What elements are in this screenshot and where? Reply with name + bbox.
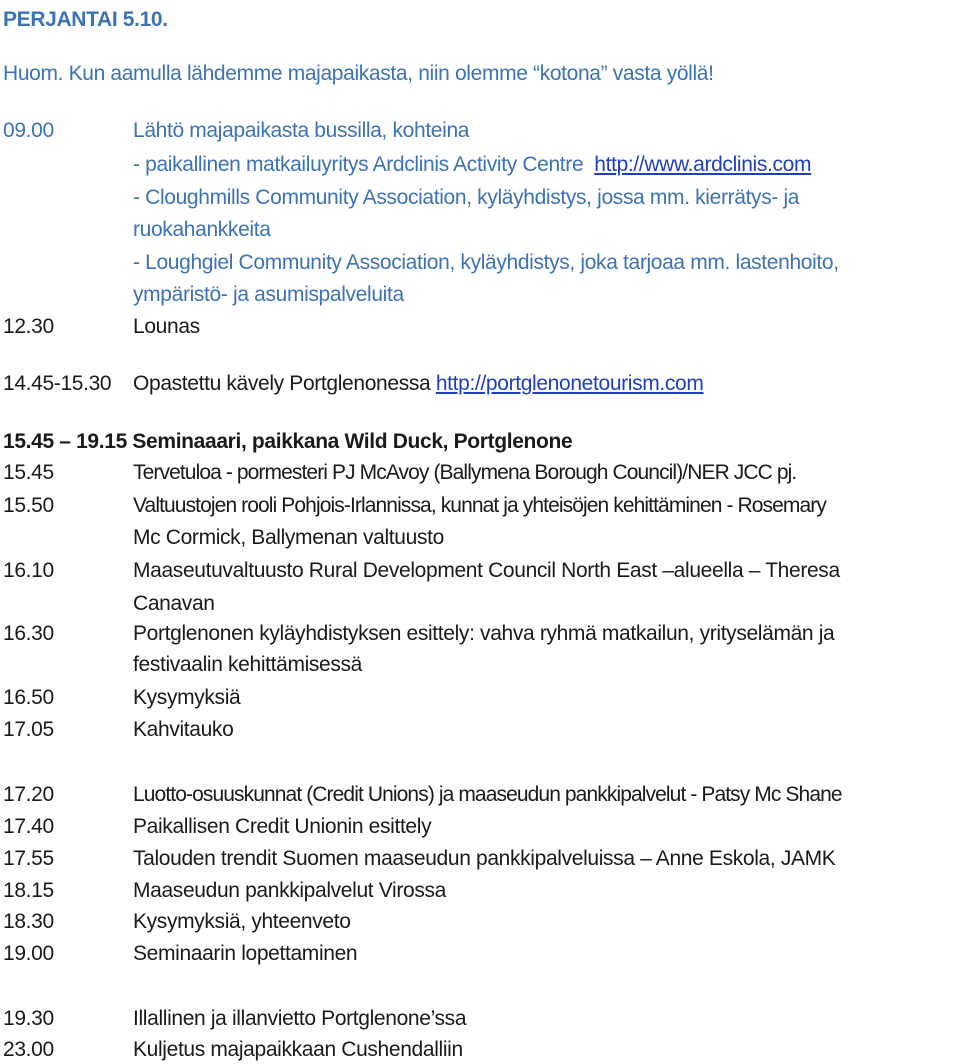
seminar-time: 17.05 <box>3 718 54 741</box>
time-0900: 09.00 <box>3 119 54 142</box>
seminar-item-cont: Mc Cormick, Ballymenan valtuusto <box>133 526 444 549</box>
destination-item-cloughmills-cont: ruokahankkeita <box>133 218 271 241</box>
destination-item-text: - paikallinen matkailuyritys Ardclinis Activity Centre <box>133 153 584 176</box>
seminar-item: Paikallisen Credit Unionin esittely <box>133 815 432 838</box>
departure-intro: Lähtö majapaikasta bussilla, kohteina <box>133 119 470 142</box>
seminar-item: Portglenonen kyläyhdistyksen esittely: vahva ryhmä matkailun, yrityselämän ja <box>133 622 835 645</box>
evening-time: 23.00 <box>3 1038 54 1061</box>
guided-walk-text: Opastettu kävely Portglenonessa <box>133 372 431 395</box>
seminar-item: Luotto-osuuskunnat (Credit Unions) ja maaseudun pankkipalvelut - Patsy Mc Shane <box>133 783 842 806</box>
seminar-time: 17.20 <box>3 783 54 806</box>
seminar-time: 15.45 <box>3 461 54 484</box>
evening-item: Illallinen ja illanvietto Portglenone’ssa <box>133 1007 467 1030</box>
travel-note: Huom. Kun aamulla lähdemme majapaikasta, niin olemme “kotona” vasta yöllä! <box>3 62 714 85</box>
seminar-time: 17.55 <box>3 847 54 870</box>
evening-time: 19.30 <box>3 1007 54 1030</box>
portglenone-tourism-link[interactable]: http://portglenonetourism.com <box>435 372 704 395</box>
seminar-time: 18.15 <box>3 879 54 902</box>
seminar-time: 19.00 <box>3 942 54 965</box>
seminar-item: Seminaarin lopettaminen <box>133 942 358 965</box>
seminar-time: 17.40 <box>3 815 54 838</box>
seminar-item: Kysymyksiä <box>133 686 241 709</box>
seminar-item: Maaseutuvaltuusto Rural Development Council North East –alueella – Theresa <box>133 559 840 582</box>
seminar-time: 15.50 <box>3 494 54 517</box>
seminar-time: 16.10 <box>3 559 54 582</box>
seminar-item: Maaseudun pankkipalvelut Virossa <box>133 879 446 902</box>
seminar-time: 18.30 <box>3 910 54 933</box>
guided-walk <box>133 370 704 398</box>
time-walk: 14.45-15.30 <box>3 372 112 395</box>
destination-item-loughgiel: - Loughgiel Community Association, kyläyhdistys, joka tarjoaa mm. lastenhoito, <box>133 251 839 274</box>
seminar-heading: 15.45 – 19.15 Seminaaari, paikkana Wild Duck, Portglenone <box>3 430 573 453</box>
destination-item-ardclinis <box>133 151 811 179</box>
ardclinis-link[interactable]: http://www.ardclinis.com <box>594 153 812 176</box>
lunch-label: Lounas <box>133 315 200 338</box>
seminar-item-cont: festivaalin kehittämisessä <box>133 653 363 676</box>
destination-item-loughgiel-cont: ympäristö- ja asumispalveluita <box>133 283 404 306</box>
seminar-time: 16.30 <box>3 622 54 645</box>
day-heading: PERJANTAI 5.10. <box>3 8 168 31</box>
seminar-item: Kahvitauko <box>133 718 234 741</box>
time-1230: 12.30 <box>3 315 54 338</box>
evening-item: Kuljetus majapaikkaan Cushendalliin <box>133 1038 463 1061</box>
seminar-item-cont: Canavan <box>133 592 215 615</box>
seminar-item: Valtuustojen rooli Pohjois-Irlannissa, kunnat ja yhteisöjen kehittäminen - Rosemary <box>133 494 826 517</box>
seminar-item: Kysymyksiä, yhteenveto <box>133 910 351 933</box>
seminar-item: Tervetuloa - pormesteri PJ McAvoy (Ballymena Borough Council)/NER JCC pj. <box>133 461 797 484</box>
seminar-item: Talouden trendit Suomen maaseudun pankkipalveluissa – Anne Eskola, JAMK <box>133 847 836 870</box>
seminar-time: 16.50 <box>3 686 54 709</box>
destination-item-cloughmills: - Cloughmills Community Association, kyläyhdistys, jossa mm. kierrätys- ja <box>133 186 800 209</box>
